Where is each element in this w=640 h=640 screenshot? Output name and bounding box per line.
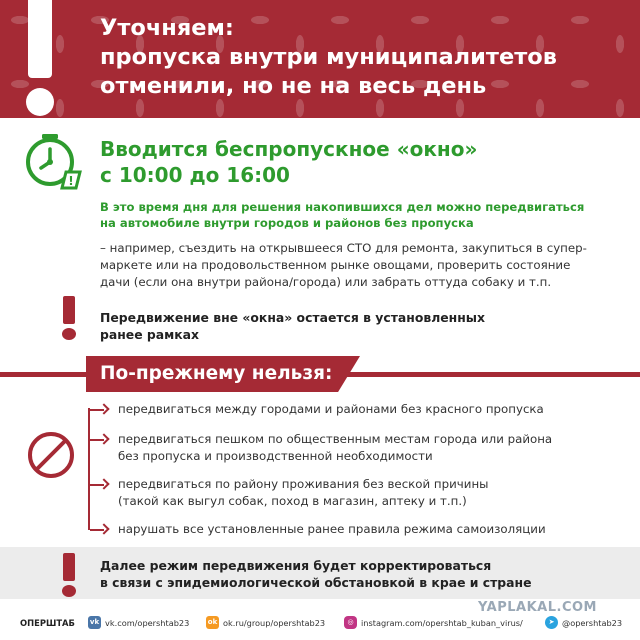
social-link-instagram[interactable]: ◎ instagram.com/opershtab_kuban_virus/: [344, 616, 523, 629]
list-item: передвигаться пешком по общественным местам города или района без пропуска и производственной необходимости: [118, 432, 553, 463]
watermark: YAPLAKAL.COM: [478, 600, 597, 615]
list-bracket: [88, 408, 90, 530]
list-item: передвигаться между городами и районами без красного пропуска: [118, 402, 544, 416]
brand-label: ОПЕРШТАБ: [20, 618, 75, 628]
svg-text:!: !: [68, 174, 74, 188]
social-link-telegram[interactable]: ➤ @opershtab23: [545, 616, 622, 629]
vk-icon: vk: [88, 616, 101, 629]
list-item: нарушать все установленные ранее правила режима самоизоляции: [118, 522, 546, 536]
arrow-icon: [90, 405, 108, 415]
header-banner: [0, 0, 640, 118]
arrow-icon: [90, 525, 108, 535]
social-links-bar: [0, 614, 640, 634]
arrow-icon: [90, 435, 108, 445]
window-subtitle: В это время дня для решения накопившихся дел можно передвигаться на автомобиле внутри городов и районов без пропуска: [100, 200, 585, 230]
prohibited-sign-icon: [26, 430, 76, 480]
arrow-icon: [90, 480, 108, 490]
instagram-icon: ◎: [344, 616, 357, 629]
warning-exclamation-icon: [58, 553, 80, 597]
exclamation-icon: [18, 0, 62, 118]
page-title: Уточняем: пропуска внутри муниципалитетов отменили, но не на весь день: [100, 15, 557, 99]
telegram-icon: ➤: [545, 616, 558, 629]
list-item: передвигаться по району проживания без веской причины (такой как выгул собак, поход в магазин, аптеку и т.п.): [118, 477, 489, 508]
social-link-ok[interactable]: ok ok.ru/group/opershtab23: [207, 617, 326, 628]
notice-future-changes: Далее режим передвижения будет корректироваться в связи с эпидемиологической обстановкой в крае и стране: [100, 558, 532, 590]
prohibited-heading: По-прежнему нельзя:: [100, 363, 333, 384]
warning-exclamation-icon: [58, 296, 80, 340]
clock-icon: [22, 130, 86, 194]
ok-icon: ok: [206, 616, 219, 629]
social-link-vk[interactable]: vk vk.com/opershtab23: [89, 617, 190, 628]
prohibited-banner: [0, 356, 640, 392]
window-title: Вводится беспропускное «окно» с 10:00 до 16:00: [100, 137, 478, 187]
notice-outside-window: Передвижение вне «окна» остается в установленных ранее рамках: [100, 310, 485, 342]
window-example-text: – например, съездить на открывшееся СТО для ремонта, закупиться в супер- маркете или на продовольственном рынке овощами, проверить состояние дачи (если она внутри района/города) или забрать оттуда собаку и т.п.: [100, 241, 587, 289]
